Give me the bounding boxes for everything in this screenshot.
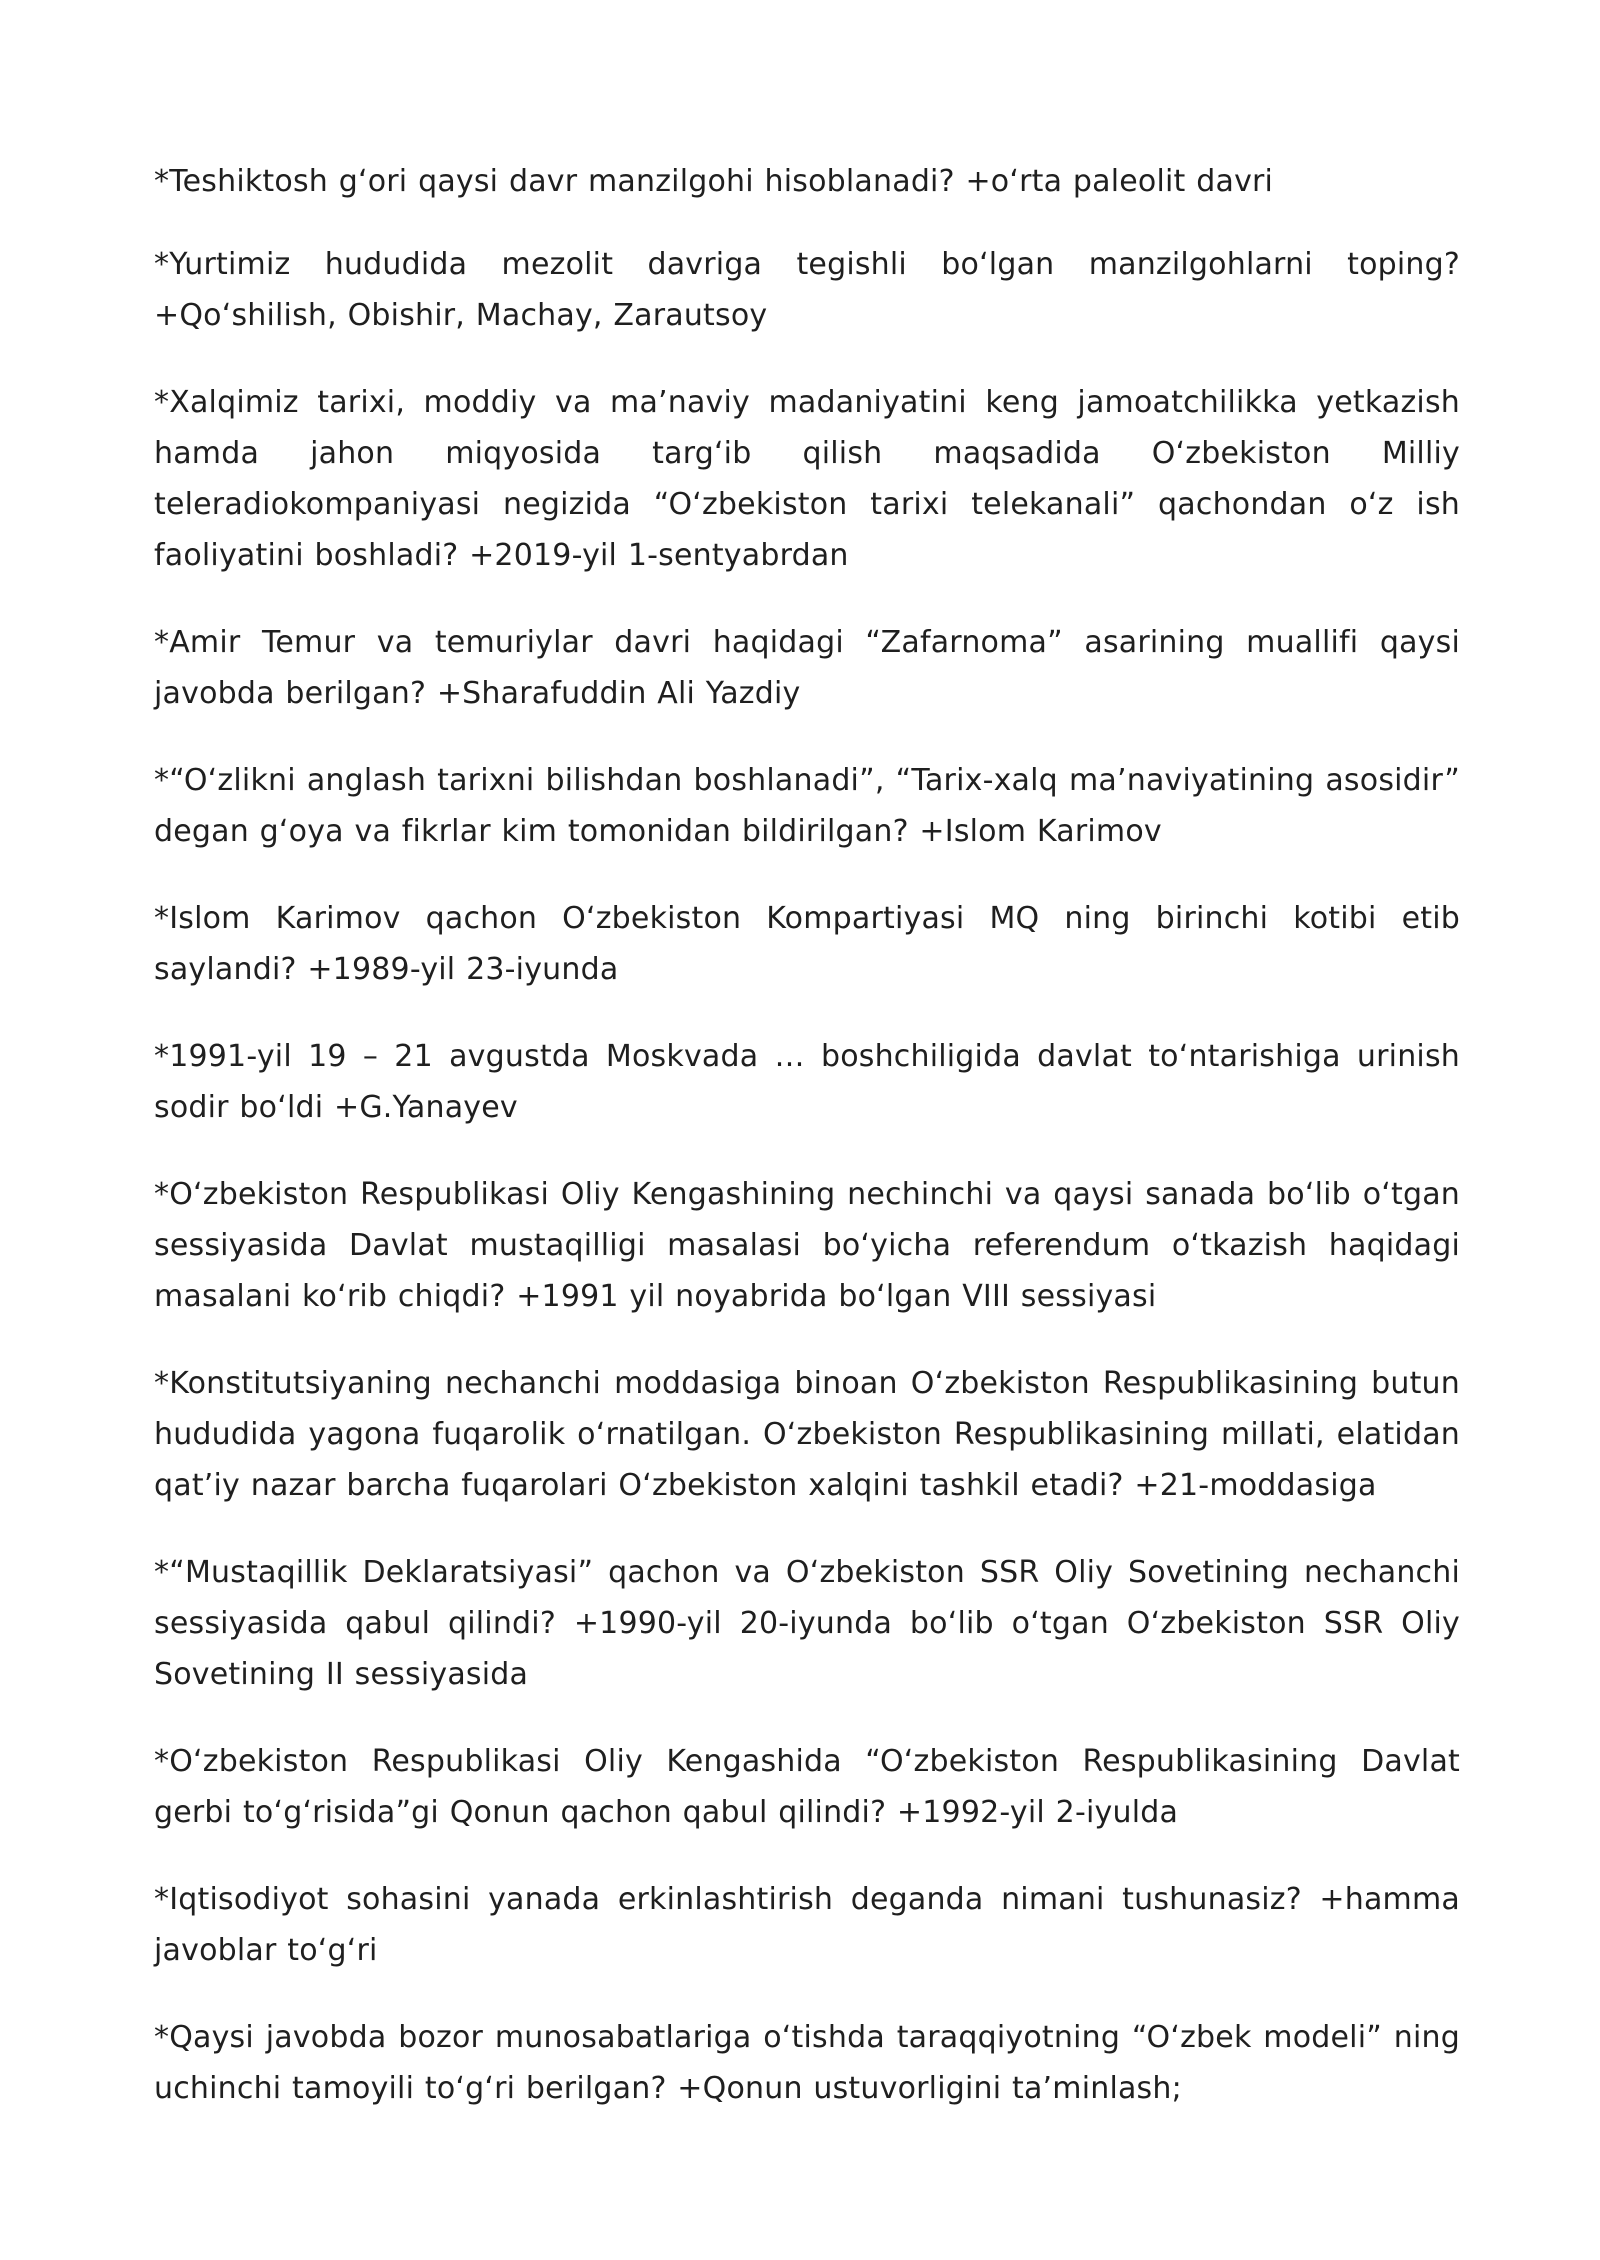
- question-answer-item: *Konstitutsiyaning nechanchi moddasiga binoan O‘zbekiston Respublikasining butun hududida yagona fuqarolik o‘rnatilgan. O‘zbekiston Respublikasining millati, elatidan qat’iy nazar barcha fuqarolari O‘zbekiston xalqini tashkil etadi? +21-moddasiga: [154, 1366, 1460, 1503]
- question-answer-item: *O‘zbekiston Respublikasi Oliy Kengashining nechinchi va qaysi sanada bo‘lib o‘tgan sessiyasida Davlat mustaqilligi masalasi bo‘yicha referendum o‘tkazish haqidagi masalani ko‘rib chiqdi? +1991 yil noyabrida bo‘lgan VIII sessiyasi: [154, 1177, 1460, 1314]
- question-answer-item: *1991-yil 19 – 21 avgustda Moskvada … boshchiligida davlat to‘ntarishiga urinish sodir bo‘ldi +G.Yanayev: [154, 1039, 1460, 1125]
- question-answer-item: *Amir Temur va temuriylar davri haqidagi “Zafarnoma” asarining muallifi qaysi javobda berilgan? +Sharafuddin Ali Yazdiy: [154, 625, 1460, 711]
- question-list: [154, 156, 1460, 2114]
- question-answer-item: *Iqtisodiyot sohasini yanada erkinlashtirish deganda nimani tushunasiz? +hamma javoblar to‘g‘ri: [154, 1882, 1460, 1968]
- question-answer-item: *“O‘zlikni anglash tarixni bilishdan boshlanadi”, “Tarix-xalq ma’naviyatining asosidir” degan g‘oya va fikrlar kim tomonidan bildirilgan? +Islom Karimov: [154, 763, 1460, 849]
- question-answer-item: *O‘zbekiston Respublikasi Oliy Kengashida “O‘zbekiston Respublikasining Davlat gerbi to‘g‘risida”gi Qonun qachon qabul qilindi? +1992-yil 2-iyulda: [154, 1744, 1460, 1830]
- question-answer-item: *Teshiktosh g‘ori qaysi davr manzilgohi hisoblanadi? +o‘rta paleolit davri: [154, 164, 1274, 199]
- question-answer-item: *Yurtimiz hududida mezolit davriga tegishli bo‘lgan manzilgohlarni toping? +Qo‘shilish, Obishir, Machay, Zarautsoy: [154, 247, 1460, 333]
- question-answer-item: *Xalqimiz tarixi, moddiy va ma’naviy madaniyatini keng jamoatchilikka yetkazish hamda jahon miqyosida targ‘ib qilish maqsadida O‘zbekiston Milliy teleradiokompaniyasi negizida “O‘zbekiston tarixi telekanali” qachondan o‘z ish faoliyatini boshladi? +2019-yil 1-sentyabrdan: [154, 385, 1460, 573]
- question-answer-item: *“Mustaqillik Deklaratsiyasi” qachon va O‘zbekiston SSR Oliy Sovetining nechanchi sessiyasida qabul qilindi? +1990-yil 20-iyunda bo‘lib o‘tgan O‘zbekiston SSR Oliy Sovetining II sessiyasida: [154, 1555, 1460, 1692]
- question-answer-item: *Qaysi javobda bozor munosabatlariga o‘tishda taraqqiyotning “O‘zbek modeli” ning uchinchi tamoyili to‘g‘ri berilgan? +Qonun ustuvorligini ta’minlash;: [154, 2020, 1460, 2106]
- question-answer-item: *Islom Karimov qachon O‘zbekiston Kompartiyasi MQ ning birinchi kotibi etib saylandi? +1989-yil 23-iyunda: [154, 901, 1460, 987]
